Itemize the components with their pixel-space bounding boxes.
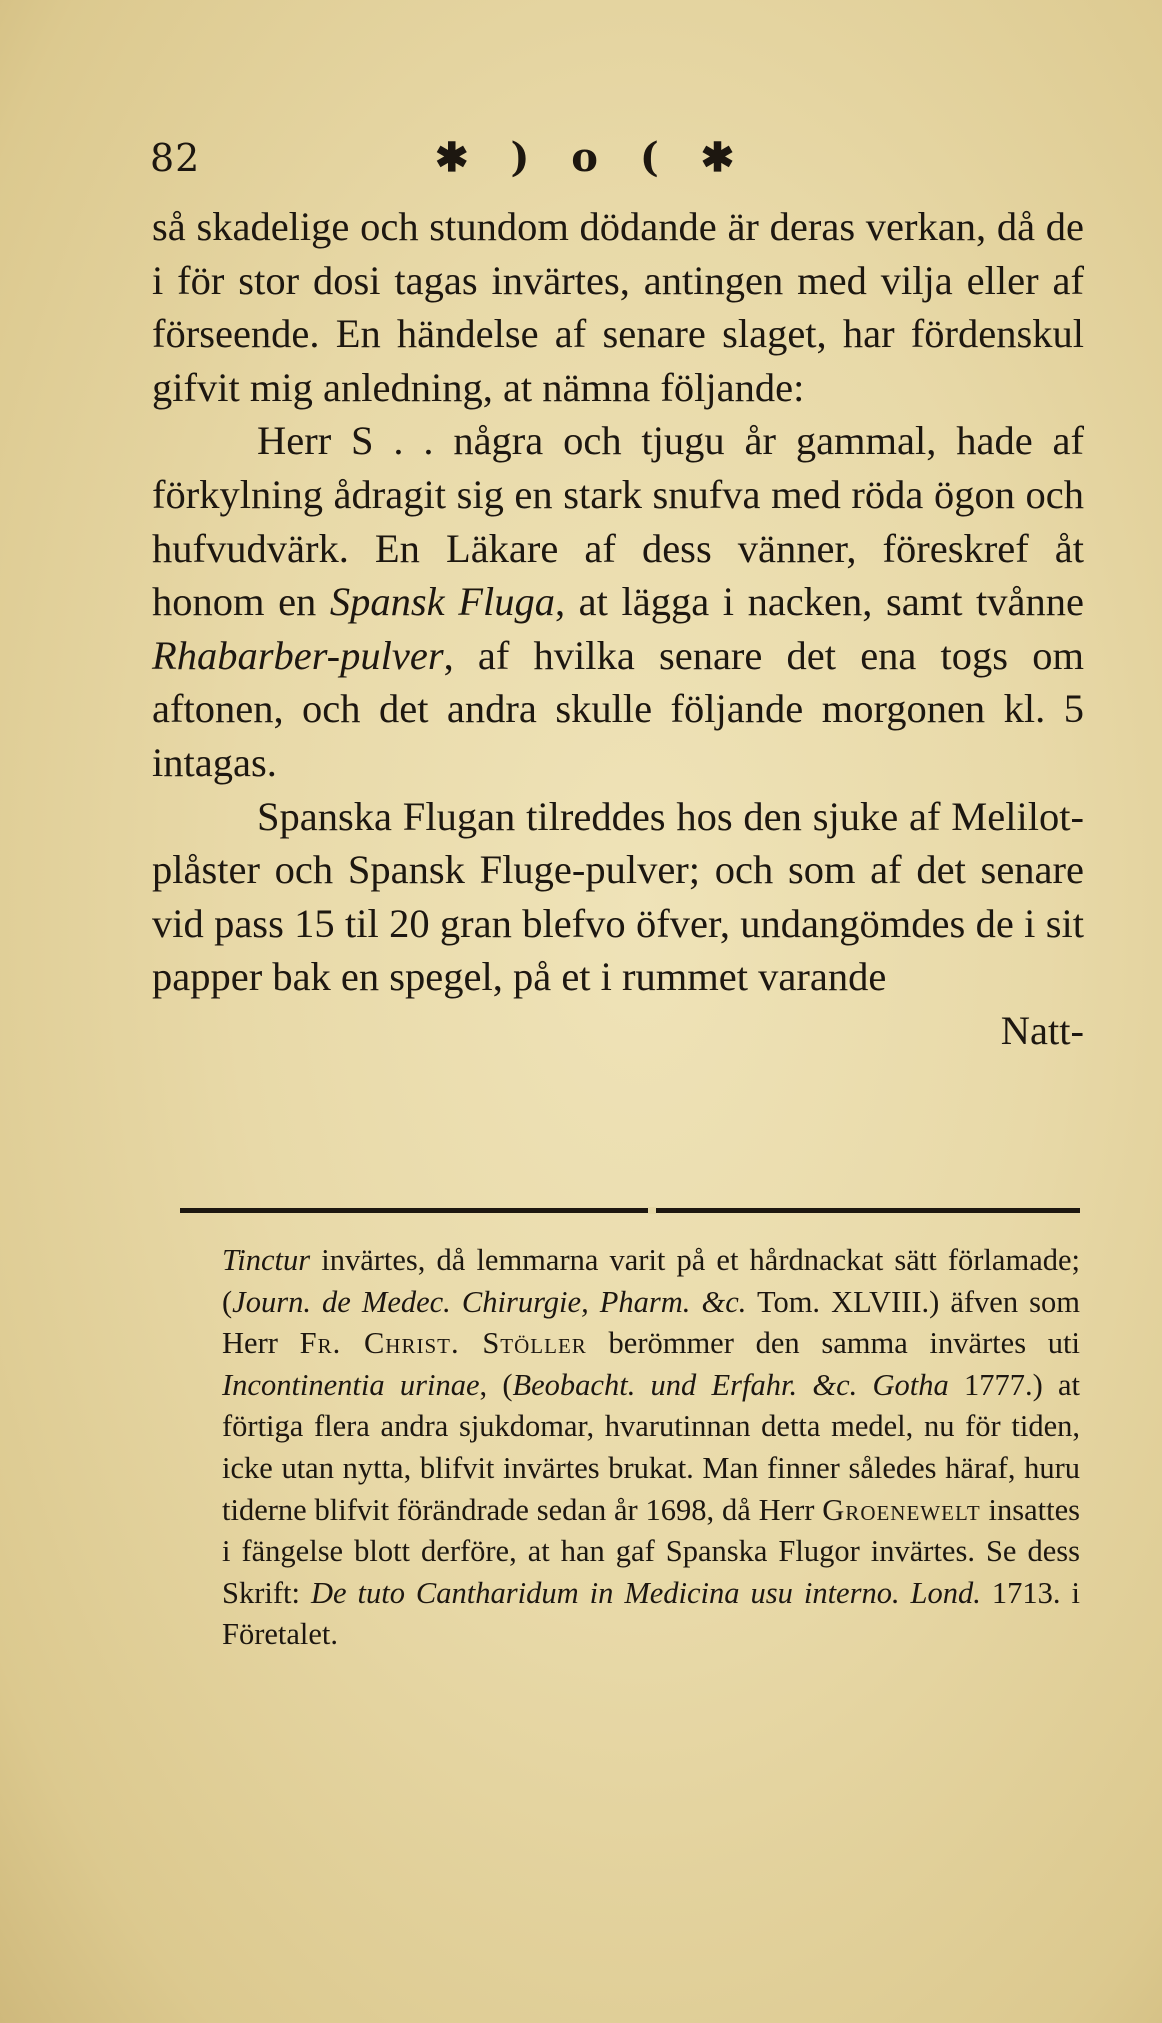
- page-number: 82: [150, 136, 201, 180]
- footnote-text-5: 1777.) at förtiga flera andra sjukdomar, hvarutinnan detta medel, nu för tiden, icke utan nytta, blifvit invärtes brukat. Man finner således häraf, huru tiderne blifvit förändrade sedan år 1698, då Herr: [222, 1367, 1080, 1527]
- paragraph-2: [152, 414, 1084, 789]
- footnote-name-1: Fr. Christ. Stöller: [299, 1326, 587, 1361]
- paragraph-2-text-c: , af hvilka senare det ena togs om aftonen, och det andra skulle följande morgonen kl. 5 intagas.: [152, 632, 1084, 785]
- footnote-italic-3: Incontinentia urinae: [222, 1367, 480, 1402]
- page-header: [150, 128, 1080, 188]
- footnote-text-6: insattes i fängelse blott derföre, at han gaf Spanska Flugor invärtes. Se dess Skrift:: [222, 1492, 1080, 1610]
- footnote-italic-2: Journ. de Medec. Chirurgie, Pharm. &c.: [232, 1284, 747, 1319]
- footnote-name-2: Groenewelt: [822, 1492, 981, 1527]
- footnote-text-2: Tom. XLVIII.) äfven som Herr: [222, 1284, 1080, 1361]
- paragraph-2-italic-b: Rhabarber-pulver: [152, 632, 444, 678]
- footnote-text-4: , (: [479, 1367, 513, 1402]
- footnote-text-7: 1713. i Företalet.: [222, 1575, 1080, 1652]
- footnote-italic-1: Tinctur: [222, 1243, 311, 1277]
- paragraph-2-italic-a: Spansk Fluga: [329, 579, 555, 625]
- paragraph-2-text-b: , at lägga i nacken, samt tvånne: [554, 579, 1084, 625]
- footnote-italic-5: De tuto Cantharidum in Medicina usu interno. Lond.: [310, 1575, 981, 1610]
- paragraph-2-text-a: Herr S . . några och tjugu år gammal, hade af förkylning ådragit sig en stark snufva med röda ögon och hufvudvärk. En Läkare af dess vänner, föreskref åt honom en: [152, 418, 1084, 625]
- footnote-text-1: invärtes, då lemmarna varit på et hårdnackat sätt förlamade; (: [222, 1243, 1080, 1319]
- footnote-rule: [180, 1208, 1080, 1213]
- footnote: [222, 1240, 1080, 1656]
- catchword: Natt-: [1000, 1007, 1084, 1053]
- paragraph-3: Spanska Flugan tilreddes hos den sjuke af Melilot-plåster och Spansk Fluge-pulver; och som af det senare vid pass 15 til 20 gran blefvo öfver, undangömdes de i sit papper bak en spegel, på et i rummet varande: [152, 793, 1084, 1000]
- footnote-text-3: berömmer den samma invärtes uti: [586, 1326, 1080, 1361]
- footnote-italic-4: Beobacht. und Erfahr. &c. Gotha: [512, 1367, 949, 1402]
- paragraph-1: så skadelige och stundom dödande är deras verkan, då de i för stor dosi tagas invärtes, antingen med vilja eller af förseende. En händelse af senare slaget, har fördenskul gifvit mig anledning, at nämna följande:: [152, 204, 1084, 410]
- footnote-rule-gap: [648, 1207, 656, 1214]
- header-ornament: ✱ ) o ( ✱: [435, 134, 749, 181]
- main-text: [152, 200, 1084, 1058]
- footnote-paragraph: [222, 1240, 1080, 1656]
